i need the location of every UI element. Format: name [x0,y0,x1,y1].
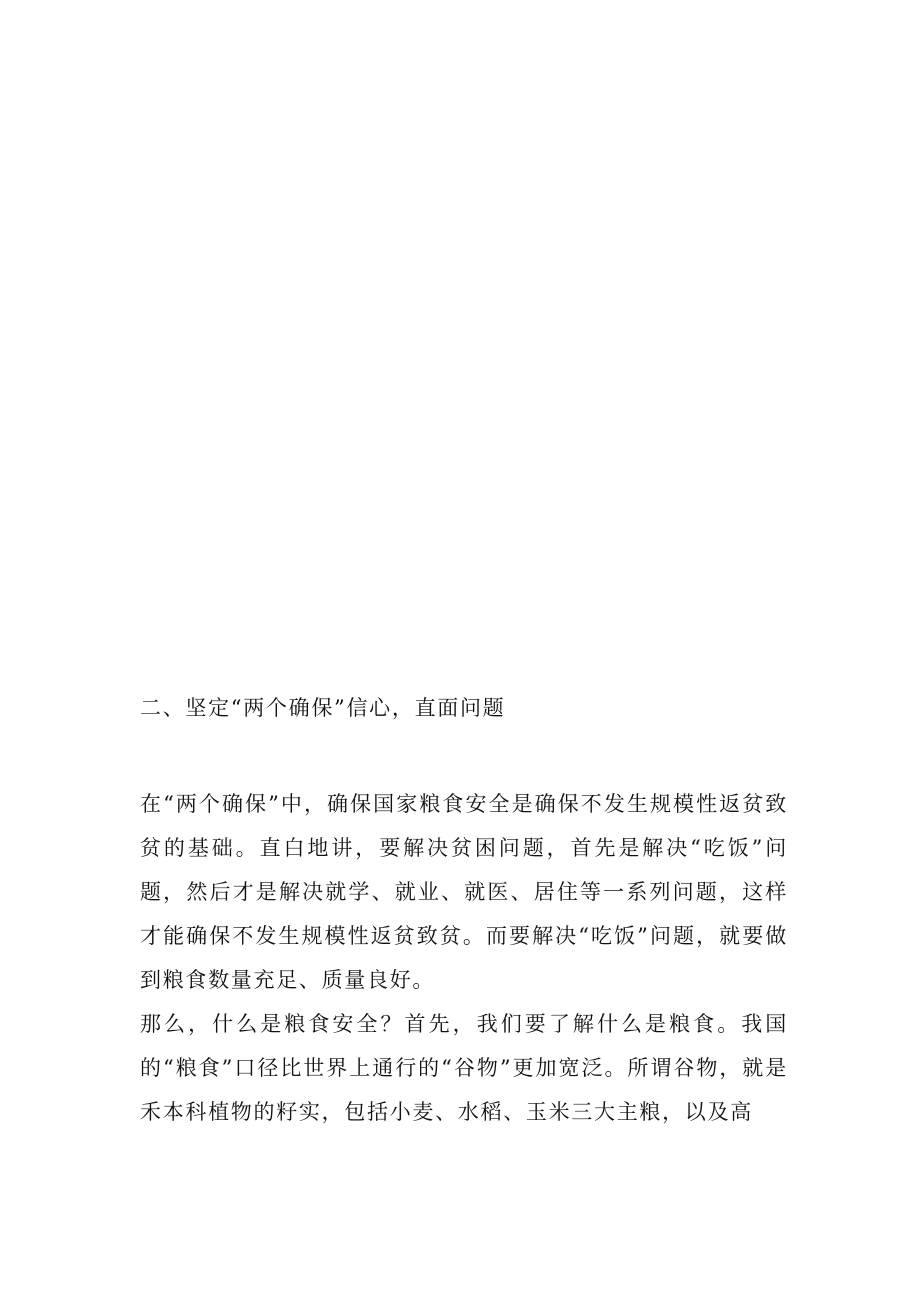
paragraph-2: 那么，什么是粮食安全？首先，我们要了解什么是粮食。我国的“粮食”口径比世界上通行的“谷物”更加宽泛。所谓谷物，就是禾本科植物的籽实，包括小麦、水稻、玉米三大主粮，以及高 [140,1012,788,1124]
document-body [140,686,788,1134]
paragraph-1: 在“两个确保”中，确保国家粮食安全是确保不发生规模性返贫致贫的基础。直白地讲，要解决贫困问题，首先是解决“吃饭”问题，然后才是解决就学、就业、就医、居住等一系列问题，这样才能确保不发生规模性返贫致贫。而要解决“吃饭”问题，就要做到粮食数量充足、质量良好。 [140,792,788,992]
heading-spacer [140,730,788,782]
section-heading: 二、坚定“两个确保”信心，直面问题 [140,696,506,720]
